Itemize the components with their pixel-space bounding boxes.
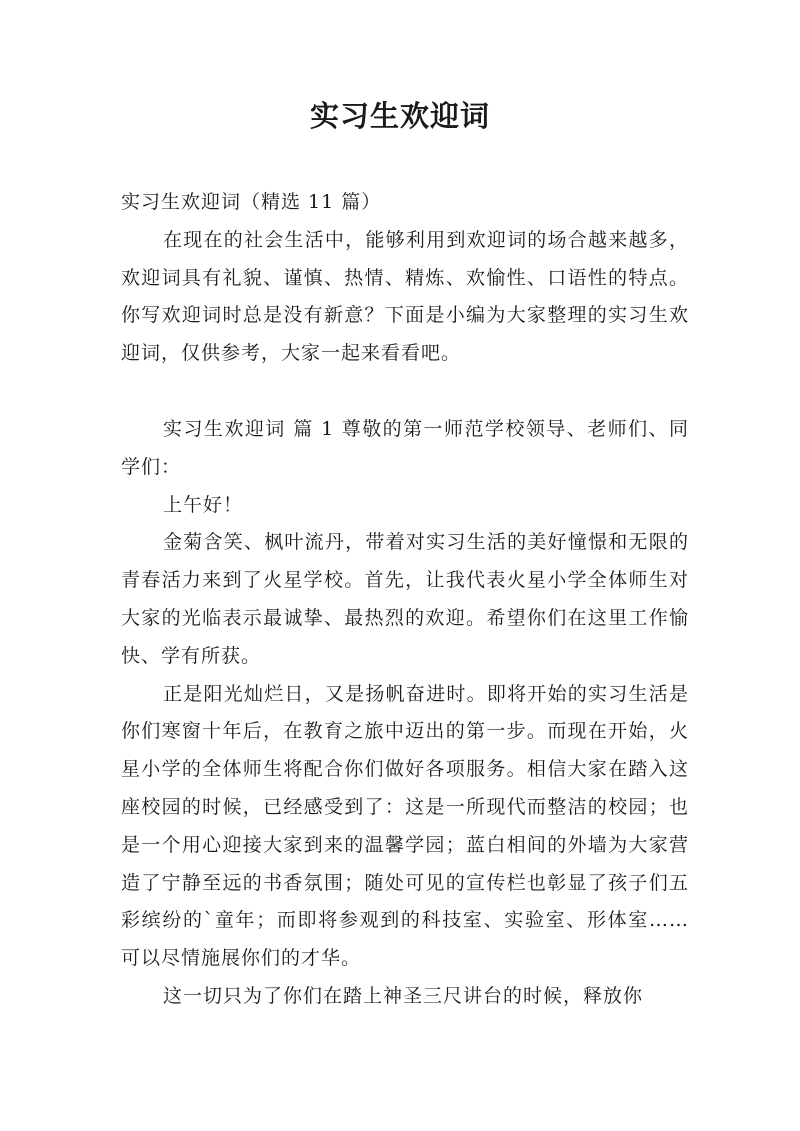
document-body [121, 184, 689, 1016]
section-heading: 实习生欢迎词 篇 1 尊敬的第一师范学校领导、老师们、同学们： [121, 417, 689, 478]
document-subtitle: 实习生欢迎词（精选 11 篇） [121, 191, 382, 213]
document-title: 实习生欢迎词 [309, 99, 490, 133]
paragraph-gap [121, 373, 689, 411]
body-paragraph-1: 金菊含笑、枫叶流丹，带着对实习生活的美好憧憬和无限的青春活力来到了火星学校。首先，让我代表火星小学全体师生对大家的光临表示最诚挚、最热烈的欢迎。希望你们在这里工作愉快、学有所获。 [121, 531, 689, 667]
body-paragraph-3: 这一切只为了你们在踏上神圣三尺讲台的时候，释放你 [163, 984, 644, 1007]
body-paragraph-2: 正是阳光灿烂日，又是扬帆奋进时。即将开始的实习生活是你们寒窗十年后，在教育之旅中迈出的第一步。而现在开始，火星小学的全体师生将配合你们做好各项服务。相信大家在踏入这座校园的时候，已经感受到了：这是一所现代而整洁的校园；也是一个用心迎接大家到来的温馨学园；蓝白相间的外墙为大家营造了宁静至远的书香氛围；随处可见的宣传栏也彰显了孩子们五彩缤纷的`童年；而即将参观到的科技室、实验室、形体室……可以尽情施展你们的才华。 [121, 682, 689, 970]
greeting: 上午好！ [163, 493, 244, 516]
intro-paragraph: 在现在的社会生活中，能够利用到欢迎词的场合越来越多，欢迎词具有礼貌、谨慎、热情、精炼、欢愉性、口语性的特点。你写欢迎词时总是没有新意？下面是小编为大家整理的实习生欢迎词，仅供参考，大家一起来看看吧。 [121, 228, 689, 365]
